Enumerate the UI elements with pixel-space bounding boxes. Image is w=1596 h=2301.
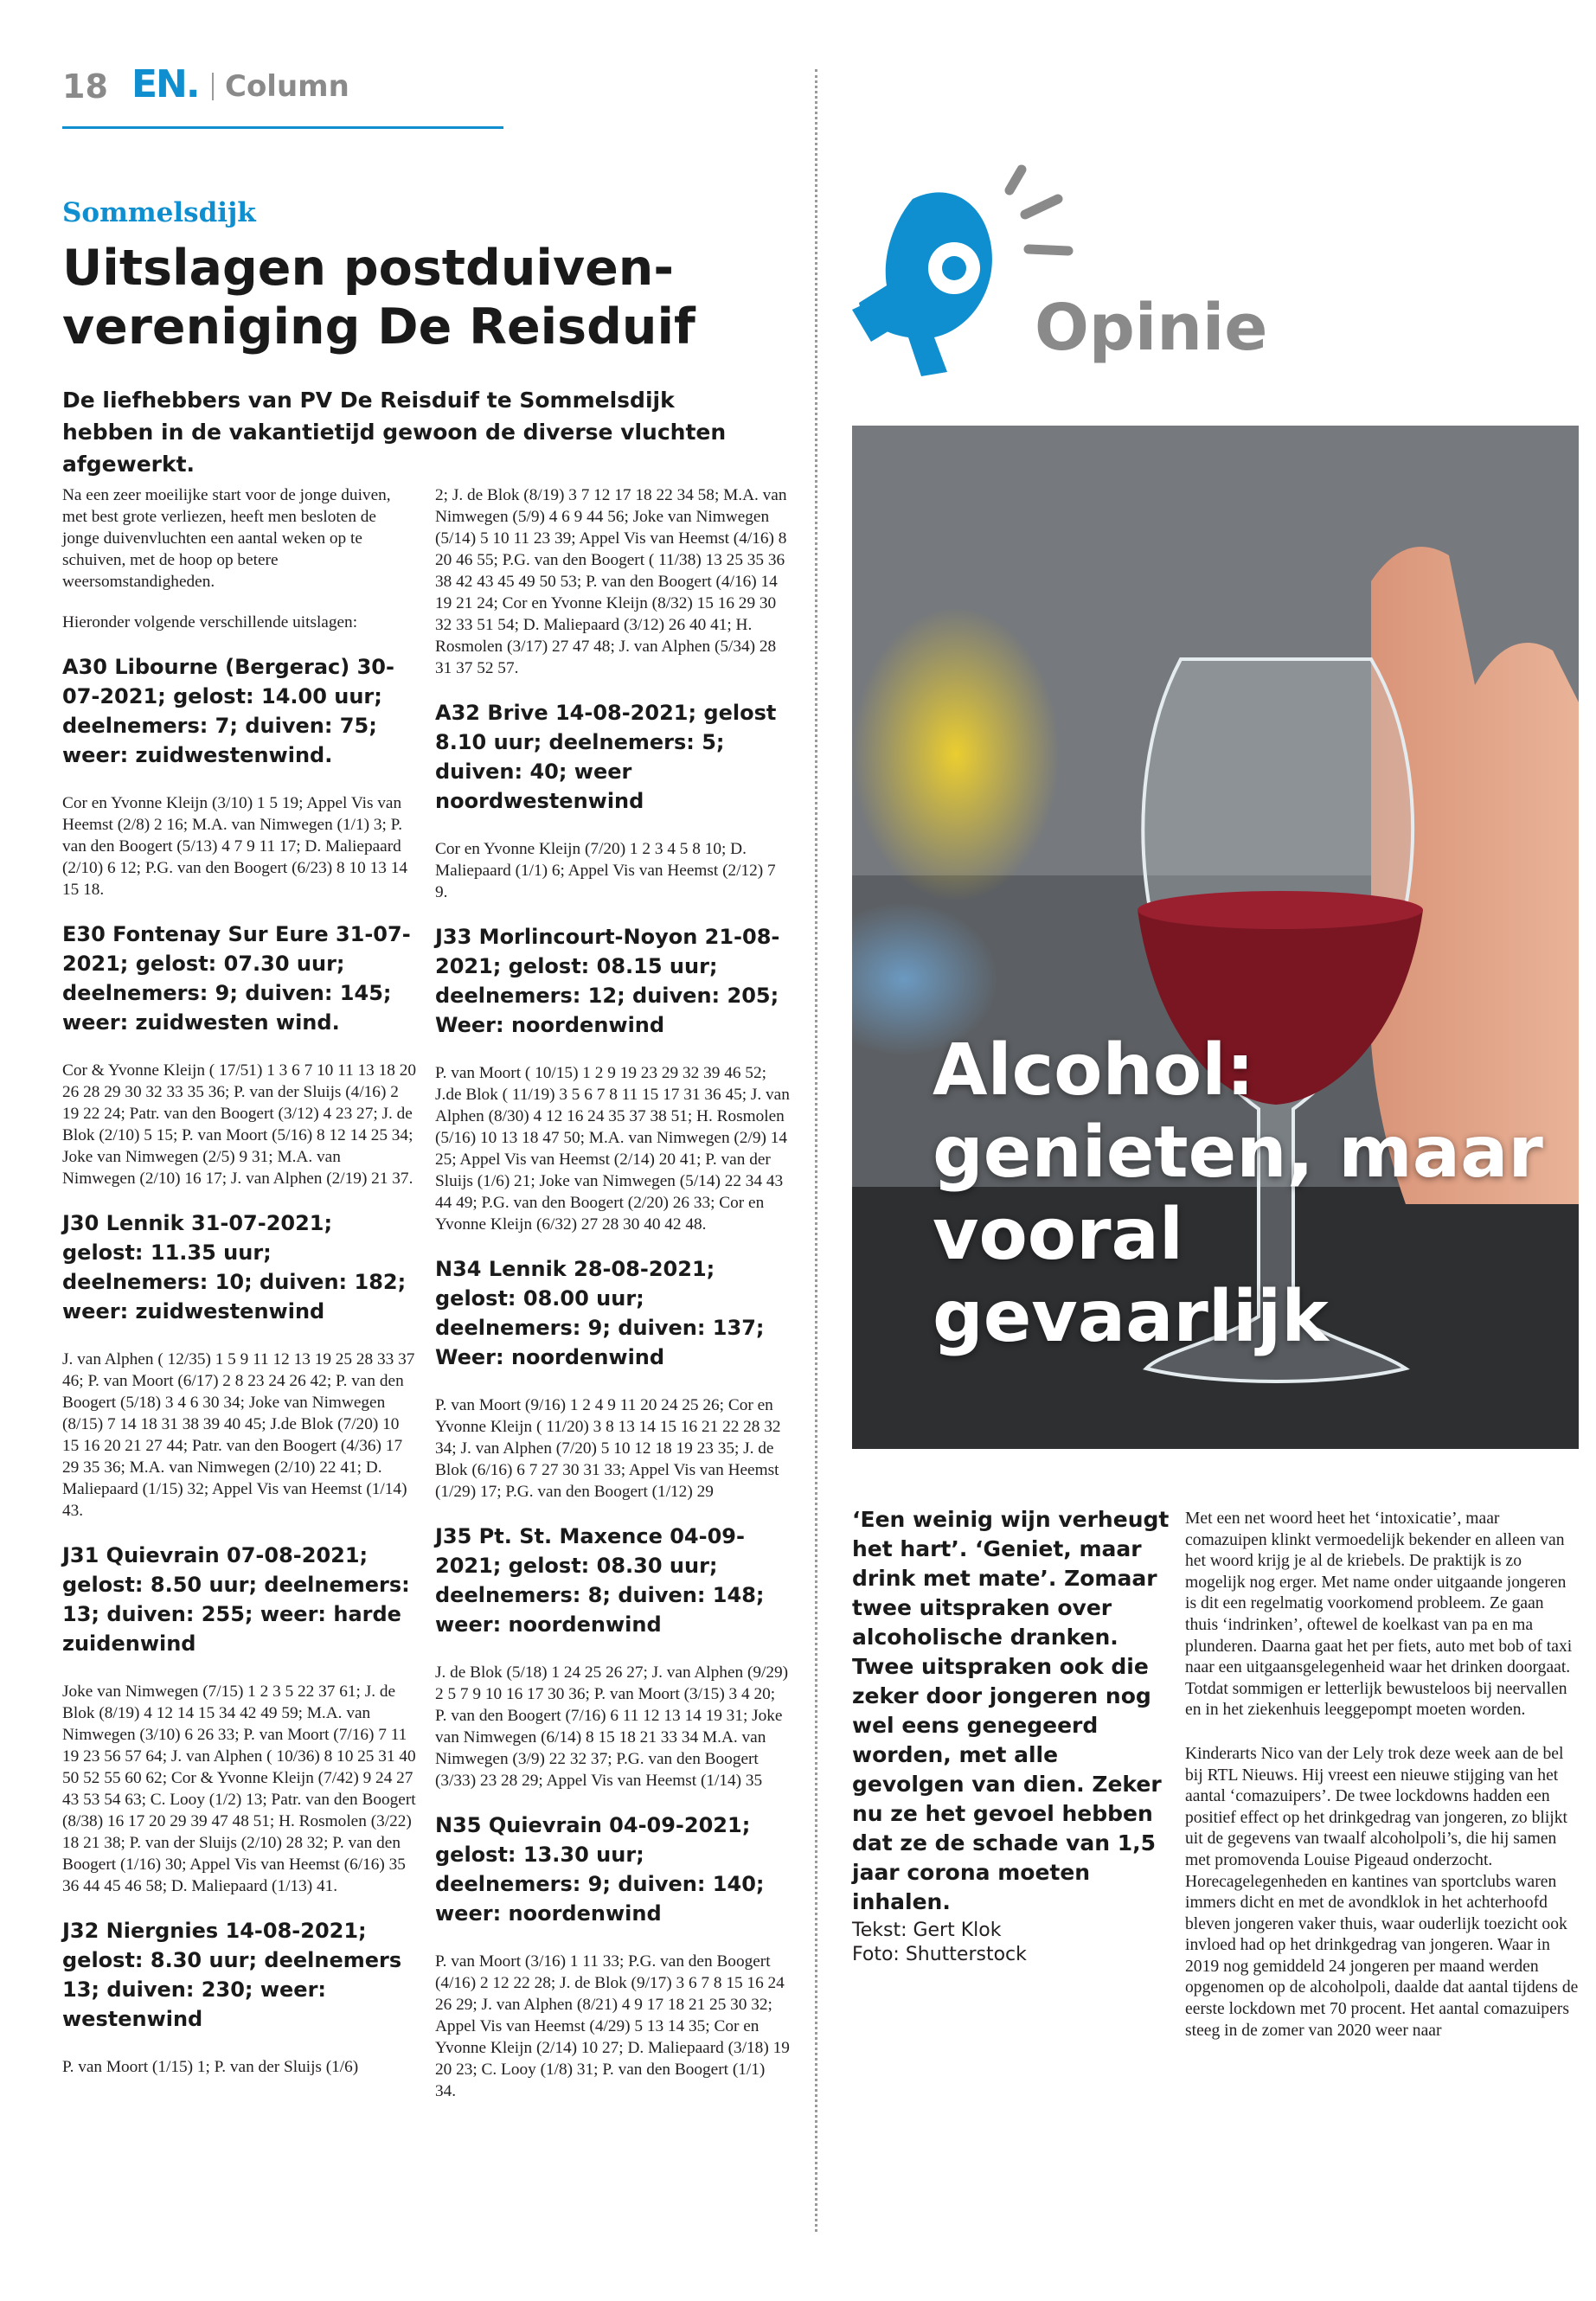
race-heading: J31 Quievrain 07-08-2021; gelost: 8.50 uur; deelnemers: 13; duiven: 255; weer: harde zuidenwind (62, 1543, 410, 1656)
race-heading: A32 Brive 14-08-2021; gelost 8.10 uur; deelnemers: 5; duiven: 40; weer noordwestenwind (435, 701, 777, 813)
result-paragraph: P. van Moort ( 10/15) 1 2 9 19 23 29 32 39 46 52; J.de Blok ( 11/19) 3 5 6 7 8 11 15 17 31 36 45; J. van Alphen (8/30) 4 12 16 24 35 37 38 51; H. Rosmolen (5/16) 10 13 18 47 50; M.A. van Nimwegen (2/9) 14 25; Appel Vis van Heemst (2/14) 20 41; P. van der Sluijs (1/6) 21; Joke van Nimwegen (5/14) 22 34 43 44 49; P.G. van den Boogert (2/20) 26 33; Cor en Yvonne Kleijn (6/32) 27 28 30 40 42 48. (435, 1064, 790, 1234)
article-column-1 (62, 484, 417, 2097)
result-paragraph: Cor en Yvonne Kleijn (7/20) 1 2 3 4 5 8 10; D. Maliepaard (1/1) 6; Appel Vis van Heemst (2/12) 7 9. (435, 840, 776, 901)
credit-text: Tekst: Gert Klok (852, 1920, 1002, 1941)
race-heading: J35 Pt. St. Maxence 04-09-2021; gelost: 08.30 uur; deelnemers: 8; duiven: 148; weer: noordenwind (435, 1524, 765, 1637)
article-intro: De liefhebbers van PV De Reisduif te Sommelsdijk hebben in de vakantietijd gewoon de diverse vluchten afgewerkt. (62, 388, 727, 477)
race-heading: J33 Morlincourt-Noyon 21-08-2021; gelost: 08.15 uur; deelnemers: 12; duiven: 205; Weer: noordenwind (435, 925, 780, 1037)
opinion-lead: ‘Een weinig wijn verheugt het hart’. ‘Geniet, maar drink met mate’. Zomaar twee uitspraken over alcoholische dranken. Twee uitspraken ook die zeker door jongeren nog wel eens genegeerd worden, met alle gevolgen van dien. Zeker nu ze het gevoel hebben dat ze de schade van 1,5 jaar corona moeten inhalen. (852, 1507, 1170, 1914)
credit-photo: Foto: Shutterstock (852, 1944, 1027, 1965)
race-heading: N34 Lennik 28-08-2021; gelost: 08.00 uur; deelnemers: 9; duiven: 137; Weer: noordenwind (435, 1257, 765, 1369)
article-headline: Uitslagen postduiven-vereniging De Reisduif (62, 240, 695, 356)
opinion-paragraph: Kinderarts Nico van der Lely trok deze week aan de bel bij RTL Nieuws. Hij vreest een nieuwe stijging van het aantal ‘comazuipers’. De twee lockdowns hadden een positief effect op het drinkgedrag van jongeren, zo blijkt uit de gegevens van twaalf alcoholpoli’s, die hij samen met promovenda Louise Pigeaud onderzocht. Horecagelegenheden en kantines van sportclubs waren immers dicht en met de avondklok in het achterhoofd bleven jongeren vaker thuis, waar ouderlijk toezicht ook invloed had op het drinkgedrag van jongeren. Waar in 2019 nog gemiddeld 24 jongeren per maand werden opgenomen op de alcoholpoli, daalde dat aantal tijdens de eerste lockdown met 70 procent. Het aantal comazuipers steeg in de zomer van 2020 weer naar (1185, 1744, 1579, 2040)
header-separator (212, 73, 214, 100)
result-paragraph: J. de Blok (5/18) 1 24 25 26 27; J. van Alphen (9/29) 2 5 7 9 10 16 17 30 36; P. van Moort (3/15) 3 4 20; P. van den Boogert (7/16) 6 11 12 13 14 19 31; Joke van Nimwegen (6/14) 8 15 18 21 33 34 M.A. van Nimwegen (3/9) 22 32 37; P.G. van den Boogert (3/33) 23 28 29; Appel Vis van Heemst (1/14) 35 (435, 1663, 789, 1790)
race-heading: J32 Niergnies 14-08-2021; gelost: 8.30 uur; deelnemers 13; duiven: 230; weer: westenwind (62, 1919, 402, 2031)
race-heading: N35 Quievrain 04-09-2021; gelost: 13.30 uur; deelnemers: 9; duiven: 140; weer: noordenwind (435, 1813, 765, 1926)
page-number: 18 (62, 67, 108, 106)
publication-logo: EN. (131, 62, 199, 106)
result-paragraph: P. van Moort (9/16) 1 2 4 9 11 20 24 25 26; Cor en Yvonne Kleijn ( 11/20) 3 8 13 14 15 16 21 22 28 32 34; J. van Alphen (7/20) 5 10 12 18 19 23 35; J. de Blok (6/16) 6 7 27 30 31 33; Appel Vis van Heemst (1/29) 17; P.G. van den Boogert (1/12) 29 (435, 1396, 781, 1501)
photo-headline: Alcohol: genieten, maar vooral gevaarlijk (933, 1029, 1543, 1358)
section-label: Column (225, 69, 349, 104)
opinion-label: Opinie (1035, 291, 1268, 365)
race-heading: J30 Lennik 31-07-2021; gelost: 11.35 uur; deelnemers: 10; duiven: 182; weer: zuidwestenwind (62, 1211, 407, 1324)
result-paragraph: P. van Moort (3/16) 1 11 33; P.G. van den Boogert (4/16) 2 12 22 28; J. de Blok (9/17) 3 6 7 8 15 16 24 26 29; J. van Alphen (8/21) 4 9 17 18 21 25 30 32; Appel Vis van Heemst (4/29) 5 13 14 35; Cor en Yvonne Kleijn (2/14) 10 27; D. Maliepaard (3/18) 19 20 23; C. Looy (1/8) 31; P. van den Boogert (1/1) 34. (435, 1952, 790, 2100)
header-rule (62, 126, 503, 129)
opinion-paragraph: Met een net woord heet het ‘intoxicatie’, maar comazuipen klinkt vermoedelijk bekender en alleen van het woord krijg je al de kriebels. De praktijk is zo mogelijk nog erger. Met name onder uitgaande jongeren is dit een regelmatig voorkomend probleem. Ze gaan thuis ‘indrinken’, oftewel de koelkast van pa en ma plunderen. Daarna gaat het per fiets, auto met bob of taxi naar een uitgaansgelegenheid waar het drinken doorgaat. Totdat sommigen er letterlijk bewusteloos bij neervallen en in het ziekenhuis leeggepompt moeten worden. (1185, 1509, 1573, 1720)
result-paragraph: J. van Alphen ( 12/35) 1 5 9 11 12 13 19 25 28 33 37 46; P. van Moort (6/17) 2 8 23 24 26 42; P. van den Boogert (5/18) 3 4 6 30 34; Joke van Nimwegen (8/15) 7 14 18 31 38 39 40 45; J.de Blok (7/20) 10 15 16 20 21 27 44; Patr. van den Boogert (4/36) 17 29 35 36; M.A. van Nimwegen (2/10) 22 41; D. Maliepaard (1/15) 32; Appel Vis van Heemst (1/14) 43. (62, 1350, 415, 1520)
result-paragraph: Hieronder volgende verschillende uitslagen: (62, 613, 358, 631)
race-heading: E30 Fontenay Sur Eure 31-07-2021; gelost: 07.30 uur; deelnemers: 9; duiven: 145; weer: zuidwesten wind. (62, 922, 411, 1035)
result-paragraph: 2; J. de Blok (8/19) 3 7 12 17 18 22 34 58; M.A. van Nimwegen (5/9) 4 6 9 44 56; Joke van Nimwegen (5/14) 5 10 11 23 39; Appel Vis van Heemst (4/16) 8 20 46 55; P.G. van den Boogert ( 11/38) 13 25 35 36 38 42 43 45 49 50 53; P. van den Boogert (4/16) 14 19 21 24; Cor en Yvonne Kleijn (8/32) 15 16 29 30 32 33 51 54; D. Maliepaard (3/12) 26 40 41; H. Rosmolen (3/17) 27 47 48; J. van Alphen (5/34) 28 31 37 52 57. (435, 486, 787, 677)
article-kicker: Sommelsdijk (62, 197, 256, 228)
result-paragraph: Joke van Nimwegen (7/15) 1 2 3 5 22 37 61; J. de Blok (8/19) 4 12 14 15 34 42 49 59; M.A. van Nimwegen (3/10) 6 26 33; P. van Moort (7/16) 7 11 19 23 56 57 64; J. van Alphen ( 10/36) 8 10 25 31 40 50 52 55 60 62; Cor & Yvonne Kleijn (7/42) 9 24 27 43 53 54 63; C. Looy (1/2) 13; Patr. van den Boogert (8/38) 16 17 20 29 39 47 48 51; H. Rosmolen (3/22) 18 21 38; P. van der Sluijs (2/10) 28 32; P. van den Boogert (1/16) 30; Appel Vis van Heemst (6/16) 35 36 44 45 46 58; D. Maliepaard (1/13) 41. (62, 1682, 416, 1895)
opinion-body (1185, 1509, 1579, 2064)
article-column-2 (435, 484, 790, 2121)
result-paragraph: P. van Moort (1/15) 1; P. van der Sluijs (1/6) (62, 2058, 359, 2076)
result-paragraph: Na een zeer moeilijke start voor de jonge duiven, met best grote verliezen, heeft men besloten de jonge duivenvluchten een aantal weken op te schuiven, met de hoop op betere weersomstandigheden. (62, 486, 391, 591)
result-paragraph: Cor en Yvonne Kleijn (3/10) 1 5 19; Appel Vis van Heemst (2/8) 2 16; M.A. van Nimwegen (1/1) 3; P. van den Boogert (5/13) 4 7 9 11 17; D. Maliepaard (2/10) 6 12; P.G. van den Boogert (6/23) 8 10 13 14 15 18. (62, 794, 407, 899)
column-divider (815, 69, 817, 2232)
race-heading: A30 Libourne (Bergerac) 30-07-2021; gelost: 14.00 uur; deelnemers: 7; duiven: 75; weer: zuidwestenwind. (62, 655, 394, 767)
result-paragraph: Cor & Yvonne Kleijn ( 17/51) 1 3 6 7 10 11 13 18 20 26 28 29 30 32 33 35 36; P. van der Sluijs (4/16) 2 19 22 24; Patr. van den Boogert (3/12) 4 23 27; J. de Blok (2/10) 5 15; P. van Moort (5/16) 8 12 14 25 34; Joke van Nimwegen (2/5) 9 31; M.A. van Nimwegen (2/10) 16 17; J. van Alphen (2/19) 21 37. (62, 1061, 417, 1188)
opinion-credits (852, 1919, 1027, 1967)
